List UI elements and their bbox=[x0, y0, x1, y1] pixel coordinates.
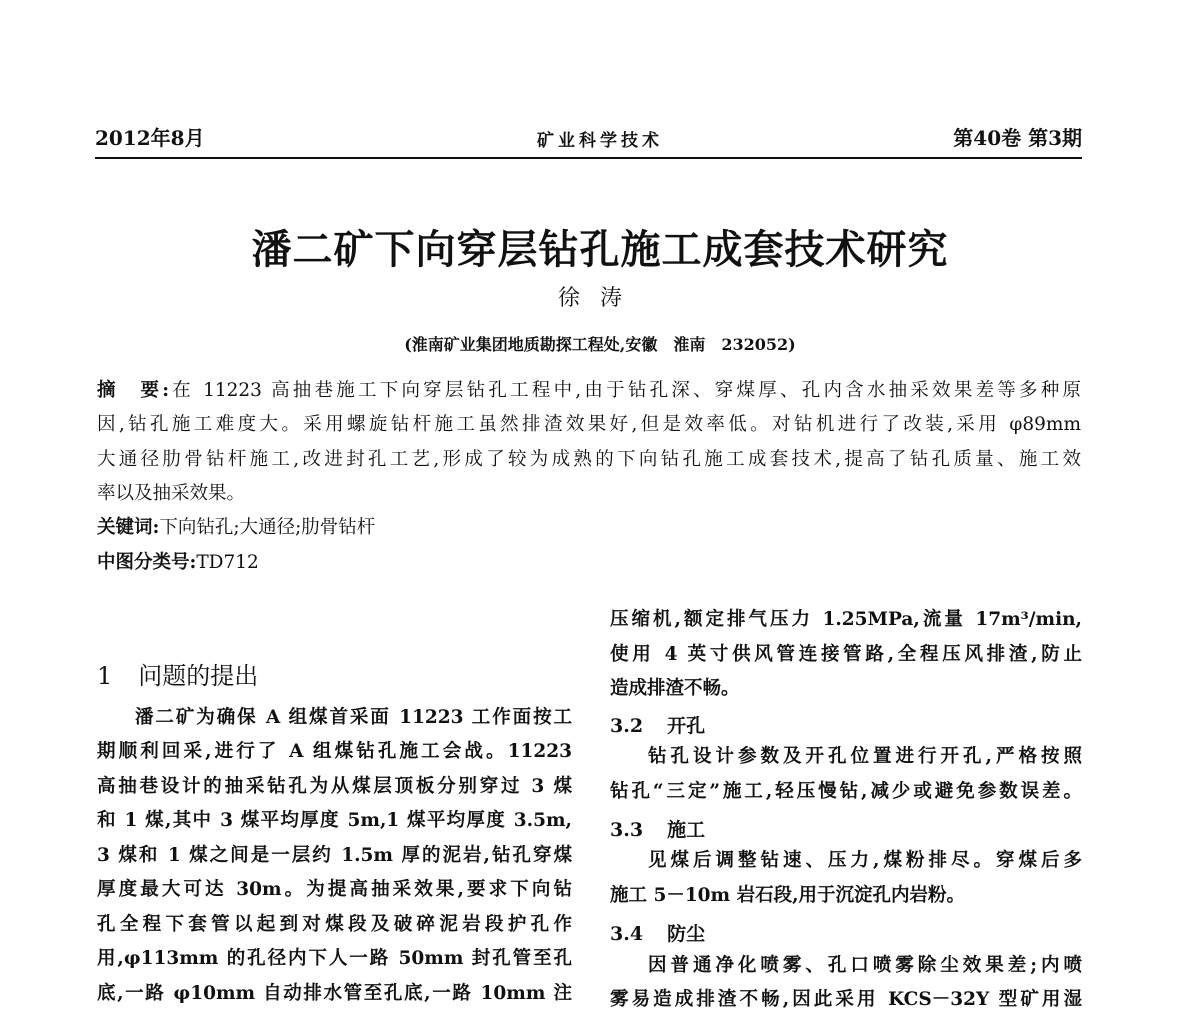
abstract-line: 大通径肋骨钻杆施工,改进封孔工艺,形成了较为成熟的下向钻孔施工成套技术,提高了钻孔质量、施工效 bbox=[97, 449, 1081, 470]
subsection-heading: 3.4 防尘 bbox=[610, 923, 706, 945]
body-line: 压缩机,额定排气压力 1.25MPa,流量 17m³/min, bbox=[610, 609, 1082, 630]
body-line: 底,一路 φ10mm 自动排水管至孔底,一路 10mm 注 bbox=[97, 983, 572, 1004]
body-line: 3 煤和 1 煤之间是一层约 1.5m 厚的泥岩,钻孔穿煤 bbox=[97, 845, 572, 866]
body-line: 雾易造成排渣不畅,因此采用 KCS－32Y 型矿用湿 bbox=[610, 989, 1082, 1010]
abstract-line: 率以及抽采效果。 bbox=[97, 483, 246, 504]
author: 徐涛 bbox=[557, 286, 642, 311]
subsection-heading: 3.3 施工 bbox=[610, 819, 706, 841]
body-line: 厚度最大可达 30m。为提高抽采效果,要求下向钻 bbox=[97, 879, 572, 900]
abstract-line: 因,钻孔施工难度大。采用螺旋钻杆施工虽然排渣效果好,但是效率低。对钻机进行了改装,采用 φ89mm bbox=[97, 414, 1081, 435]
header-issue: 第40卷 第3期 bbox=[953, 126, 1082, 150]
keywords: 关键词:下向钻孔;大通径;肋骨钻杆 bbox=[97, 517, 376, 538]
body-line: 见煤后调整钻速、压力,煤粉排尽。穿煤后多 bbox=[648, 850, 1082, 871]
body-line: 施工 5－10m 岩石段,用于沉淀孔内岩粉。 bbox=[610, 885, 966, 906]
abstract-line: 摘 要:在 11223 高抽巷施工下向穿层钻孔工程中,由于钻孔深、穿煤厚、孔内含水抽采效果差等多种原 bbox=[97, 380, 1081, 401]
body-line: 使用 4 英寸供风管连接管路,全程压风排渣,防止 bbox=[610, 644, 1082, 665]
body-line: 钻孔设计参数及开孔位置进行开孔,严格按照 bbox=[648, 746, 1082, 767]
body-line: 钻孔“三定”施工,轻压慢钻,减少或避免参数误差。 bbox=[610, 781, 1082, 802]
body-line: 孔全程下套管以起到对煤段及破碎泥岩段护孔作 bbox=[97, 914, 572, 935]
abstract-label: 摘 要: bbox=[97, 380, 170, 401]
header-rule bbox=[95, 157, 1082, 159]
affiliation: (淮南矿业集团地质勘探工程处,安徽 淮南 232052) bbox=[404, 335, 796, 354]
body-line: 用,φ113mm 的孔径内下人一路 50mm 封孔管至孔 bbox=[97, 948, 572, 969]
body-line: 期顺利回采,进行了 A 组煤钻孔施工会战。11223 bbox=[97, 741, 572, 762]
body-line: 因普通净化喷雾、孔口喷雾除尘效果差;内喷 bbox=[648, 955, 1082, 976]
subsection-heading: 3.2 开孔 bbox=[610, 715, 706, 737]
header-date: 2012年8月 bbox=[95, 126, 205, 150]
classification: 中图分类号:TD712 bbox=[97, 552, 259, 573]
paper-title: 潘二矿下向穿层钻孔施工成套技术研究 bbox=[251, 226, 949, 273]
body-line: 高抽巷设计的抽采钻孔为从煤层顶板分别穿过 3 煤 bbox=[97, 776, 572, 797]
section-heading: 1 问题的提出 bbox=[97, 662, 259, 690]
header-journal: 矿业科学技术 bbox=[537, 131, 663, 151]
body-line: 和 1 煤,其中 3 煤平均厚度 5m,1 煤平均厚度 3.5m, bbox=[97, 810, 572, 831]
body-line: 潘二矿为确保 A 组煤首采面 11223 工作面按工 bbox=[135, 707, 572, 728]
body-line: 造成排渣不畅。 bbox=[610, 678, 740, 699]
